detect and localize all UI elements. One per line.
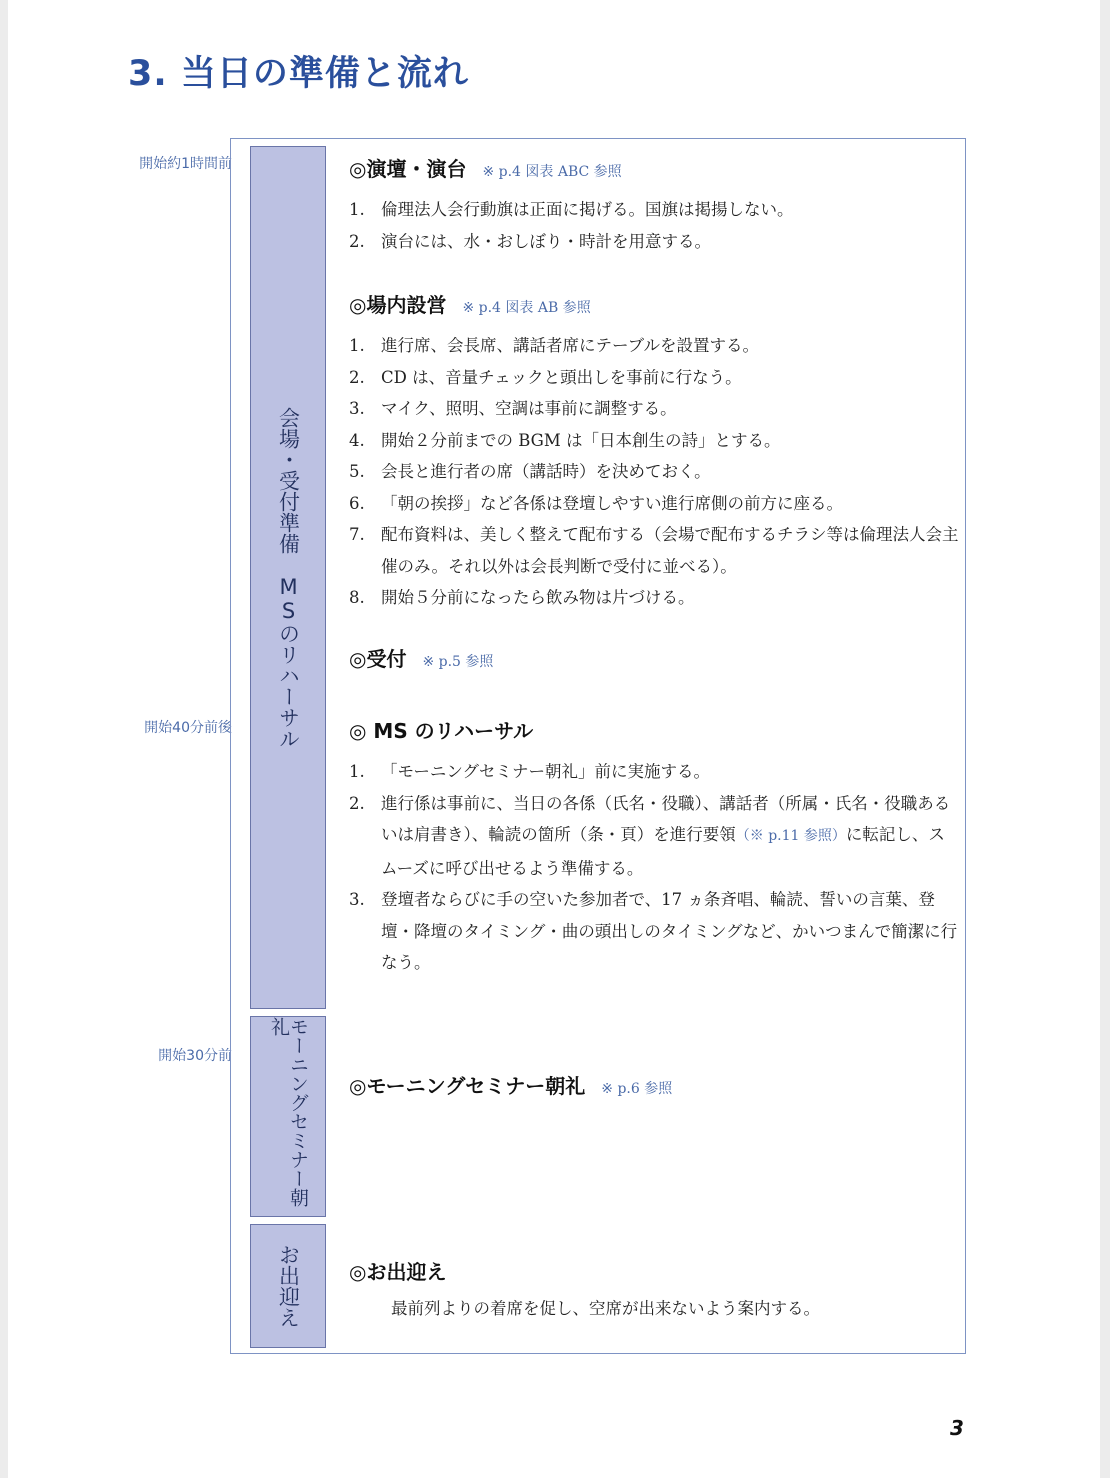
list-item: 3. マイク、照明、空調は事前に調整する。 bbox=[349, 399, 677, 418]
section-ms-rehearsal bbox=[349, 715, 961, 979]
list-item: 7. 配布資料は、美しく整えて配布する（会場で配布するチラシ等は倫理法人会主催のみ。それ以外は会長判断で受付に並べる）。 bbox=[349, 525, 959, 576]
item-list bbox=[349, 330, 961, 614]
list-item: 3. 登壇者ならびに手の空いた参加者で、17 ヵ条斉唱、輪読、誓いの言葉、登壇・降壇のタイミング・曲の頭出しのタイミングなど、かいつまんで簡潔に行なう。 bbox=[349, 890, 958, 972]
list-item: 2. 演台には、水・おしぼり・時計を用意する。 bbox=[349, 231, 711, 251]
phase-label-demukae: お出迎え bbox=[276, 1244, 301, 1328]
list-item: 2. CD は、音量チェックと頭出しを事前に行なう。 bbox=[349, 367, 742, 387]
phase-bar-preparation bbox=[250, 146, 326, 1009]
list-item: 1. 進行席、会長席、講話者席にテーブルを設置する。 bbox=[349, 336, 760, 355]
list-item: 4. 開始２分前までの BGM は「日本創生の詩」とする。 bbox=[349, 430, 781, 450]
reference-note: ※ p.4 図表 ABC 参照 bbox=[482, 164, 622, 180]
reference-note: ※ p.4 図表 AB 参照 bbox=[462, 300, 591, 316]
section-endan bbox=[349, 153, 961, 257]
section-heading: ◎演壇・演台 ※ p.4 図表 ABC 参照 bbox=[349, 157, 622, 181]
section-heading: ◎お出迎え bbox=[349, 1260, 447, 1284]
section-heading: ◎モーニングセミナー朝礼 ※ p.6 参照 bbox=[349, 1074, 673, 1098]
page-title: 3. 当日の準備と流れ bbox=[128, 54, 469, 94]
section-uketsuke bbox=[349, 643, 493, 672]
reference-note: （※ p.11 参照） bbox=[735, 828, 846, 844]
item-list bbox=[349, 756, 961, 979]
list-item: 2. 進行係は事前に、当日の各係（氏名・役職）、講話者（所属・氏名・役職あるいは肩書き）、輪読の箇所（条・頁）を進行要領（※ p.11 参照）に転記し、スムーズに呼び出せるよう準備する。 bbox=[349, 793, 951, 878]
list-item: 6. 「朝の挨拶」など各係は登壇しやすい進行席側の前方に座る。 bbox=[349, 493, 843, 513]
phase-label-chorei: モーニングセミナー朝礼 bbox=[268, 1017, 309, 1207]
section-heading: ◎場内設営 ※ p.4 図表 AB 参照 bbox=[349, 293, 591, 317]
phase-label-preparation: 会場・受付準備 MSのリハーサル bbox=[276, 406, 301, 749]
list-item: 1. 「モーニングセミナー朝礼」前に実施する。 bbox=[349, 762, 711, 781]
time-label-1h: 開始約1時間前 bbox=[139, 156, 232, 172]
section-demukae bbox=[349, 1256, 820, 1319]
page-number: 3 bbox=[950, 1416, 964, 1440]
section-heading: ◎ MS のリハーサル bbox=[349, 719, 534, 743]
reference-note: ※ p.5 参照 bbox=[422, 654, 494, 670]
section-jonai bbox=[349, 289, 961, 614]
time-label-30min: 開始30分前 bbox=[158, 1048, 232, 1064]
reference-note: ※ p.6 参照 bbox=[601, 1081, 673, 1097]
list-item: 8. 開始５分前になったら飲み物は片づける。 bbox=[349, 588, 695, 607]
item-list bbox=[349, 194, 961, 257]
time-label-40min: 開始40分前後 bbox=[144, 720, 232, 736]
phase-bar-demukae bbox=[250, 1224, 326, 1348]
list-item: 1. 倫理法人会行動旗は正面に掲げる。国旗は掲揚しない。 bbox=[349, 200, 794, 219]
section-chorei bbox=[349, 1070, 672, 1099]
section-heading: ◎受付 ※ p.5 参照 bbox=[349, 647, 494, 671]
phase-bar-chorei bbox=[250, 1016, 326, 1217]
body-text: 最前列よりの着席を促し、空席が出来ないよう案内する。 bbox=[391, 1299, 820, 1318]
list-item: 5. 会長と進行者の席（講話時）を決めておく。 bbox=[349, 462, 711, 481]
